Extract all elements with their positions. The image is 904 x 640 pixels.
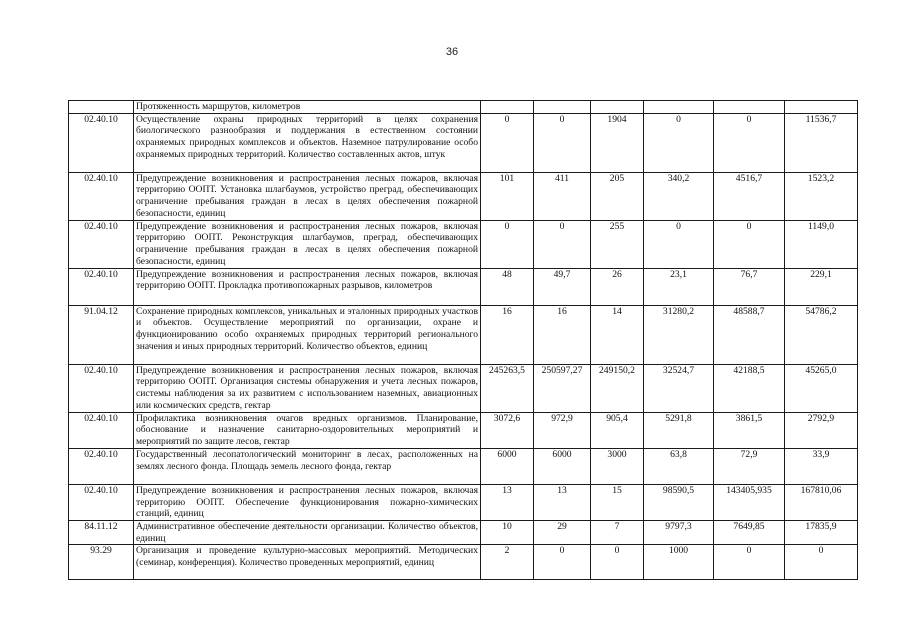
- value-cell: [714, 101, 785, 114]
- activity-code-cell: [69, 101, 134, 114]
- value-cell: 29: [534, 520, 591, 544]
- value-cell: 6000: [481, 448, 534, 484]
- activity-code-cell: 02.40.10: [69, 484, 134, 520]
- value-cell: 2792,9: [785, 412, 858, 448]
- value-cell: 13: [481, 484, 534, 520]
- value-cell: [591, 101, 644, 114]
- table-row: [69, 545, 858, 580]
- value-cell: 229,1: [785, 268, 858, 305]
- value-cell: 7649,85: [714, 520, 785, 544]
- value-cell: 101: [481, 172, 534, 220]
- value-cell: 0: [714, 113, 785, 172]
- budget-table: [68, 100, 858, 580]
- value-cell: [481, 101, 534, 114]
- description-cell: Предупреждение возникновения и распространения лесных пожаров, включая территорию ООПТ. Обеспечение функционирования пожарно-химических станций, единиц: [134, 484, 481, 520]
- value-cell: 3000: [591, 448, 644, 484]
- value-cell: 49,7: [534, 268, 591, 305]
- value-cell: 0: [644, 220, 714, 268]
- value-cell: 905,4: [591, 412, 644, 448]
- value-cell: 11536,7: [785, 113, 858, 172]
- value-cell: 72,9: [714, 448, 785, 484]
- value-cell: 0: [785, 545, 858, 580]
- value-cell: 15: [591, 484, 644, 520]
- value-cell: 76,7: [714, 268, 785, 305]
- value-cell: 33,9: [785, 448, 858, 484]
- value-cell: [534, 101, 591, 114]
- value-cell: [644, 101, 714, 114]
- description-cell: Государственный лесопатологический мониторинг в лесах, расположенных на землях лесного фонда. Площадь земель лесного фонда, гектар: [134, 448, 481, 484]
- value-cell: 63,8: [644, 448, 714, 484]
- description-cell: Протяженность маршрутов, километров: [134, 101, 481, 114]
- table-row: [69, 364, 858, 412]
- value-cell: 17835,9: [785, 520, 858, 544]
- value-cell: 143405,935: [714, 484, 785, 520]
- table-row: [69, 172, 858, 220]
- value-cell: 13: [534, 484, 591, 520]
- activity-code-cell: 02.40.10: [69, 113, 134, 172]
- activity-code-cell: 91.04.12: [69, 305, 134, 364]
- value-cell: 14: [591, 305, 644, 364]
- activity-code-cell: 02.40.10: [69, 364, 134, 412]
- value-cell: 3861,5: [714, 412, 785, 448]
- value-cell: 340,2: [644, 172, 714, 220]
- value-cell: 0: [534, 113, 591, 172]
- value-cell: 32524,7: [644, 364, 714, 412]
- value-cell: 0: [481, 113, 534, 172]
- value-cell: 16: [481, 305, 534, 364]
- table-row: [69, 484, 858, 520]
- value-cell: 23,1: [644, 268, 714, 305]
- value-cell: 48588,7: [714, 305, 785, 364]
- table-body: [69, 101, 858, 580]
- value-cell: 0: [644, 113, 714, 172]
- value-cell: 4516,7: [714, 172, 785, 220]
- value-cell: 9797,3: [644, 520, 714, 544]
- value-cell: 54786,2: [785, 305, 858, 364]
- value-cell: 249150,2: [591, 364, 644, 412]
- value-cell: 0: [534, 545, 591, 580]
- value-cell: 1000: [644, 545, 714, 580]
- activity-code-cell: 02.40.10: [69, 268, 134, 305]
- activity-code-cell: 02.40.10: [69, 448, 134, 484]
- value-cell: 6000: [534, 448, 591, 484]
- table-row: [69, 305, 858, 364]
- value-cell: 7: [591, 520, 644, 544]
- table-row: [69, 520, 858, 544]
- table-row: [69, 412, 858, 448]
- description-cell: Предупреждение возникновения и распространения лесных пожаров, включая территорию ООПТ. Прокладка противопожарных разрывов, километров: [134, 268, 481, 305]
- value-cell: 255: [591, 220, 644, 268]
- description-cell: Предупреждение возникновения и распространения лесных пожаров, включая территорию ООПТ. Организация системы обнаружения и учета лесных пожаров, системы наблюдения за их развитием с использованием наземных, авиационных или космических средств, гектар: [134, 364, 481, 412]
- activity-code-cell: 02.40.10: [69, 412, 134, 448]
- value-cell: 167810,06: [785, 484, 858, 520]
- value-cell: 2: [481, 545, 534, 580]
- table-row: [69, 220, 858, 268]
- value-cell: 245263,5: [481, 364, 534, 412]
- activity-code-cell: 02.40.10: [69, 172, 134, 220]
- activity-code-cell: 02.40.10: [69, 220, 134, 268]
- description-cell: Сохранение природных комплексов, уникальных и эталонных природных участков и объектов. Осуществление мероприятий по организации, охране и функционированию особо охраняемых природных территорий регионального значения и иных природных территорий. Количество объектов, единиц: [134, 305, 481, 364]
- table-row: [69, 268, 858, 305]
- table-row: [69, 113, 858, 172]
- value-cell: 26: [591, 268, 644, 305]
- value-cell: 5291,8: [644, 412, 714, 448]
- table-row: [69, 101, 858, 114]
- value-cell: 0: [481, 220, 534, 268]
- value-cell: 0: [714, 220, 785, 268]
- value-cell: 0: [714, 545, 785, 580]
- value-cell: 972,9: [534, 412, 591, 448]
- activity-code-cell: 93.29: [69, 545, 134, 580]
- page-number: 36: [445, 46, 459, 58]
- value-cell: 0: [534, 220, 591, 268]
- value-cell: 3072,6: [481, 412, 534, 448]
- value-cell: 1904: [591, 113, 644, 172]
- value-cell: 10: [481, 520, 534, 544]
- value-cell: 31280,2: [644, 305, 714, 364]
- description-cell: Административное обеспечение деятельности организации. Количество объектов, единиц: [134, 520, 481, 544]
- activity-code-cell: 84.11.12: [69, 520, 134, 544]
- description-cell: Профилактика возникновения очагов вредных организмов. Планирование, обоснование и назначение санитарно-оздоровительных мероприятий и мероприятий по защите лесов, гектар: [134, 412, 481, 448]
- value-cell: 45265,0: [785, 364, 858, 412]
- description-cell: Предупреждение возникновения и распространения лесных пожаров, включая территорию ООПТ. Установка шлагбаумов, устройство преград, обеспечивающих ограничение пребывания граждан в лесах в целях обеспечения пожарной безопасности, единиц: [134, 172, 481, 220]
- value-cell: 42188,5: [714, 364, 785, 412]
- description-cell: Предупреждение возникновения и распространения лесных пожаров, включая территорию ООПТ. Реконструкция шлагбаумов, преград, обеспечивающих ограничение пребывания граждан в лесах в целях обеспечения пожарной безопасности, единиц: [134, 220, 481, 268]
- value-cell: 1149,0: [785, 220, 858, 268]
- value-cell: [785, 101, 858, 114]
- value-cell: 250597,27: [534, 364, 591, 412]
- value-cell: 411: [534, 172, 591, 220]
- table-row: [69, 448, 858, 484]
- value-cell: 1523,2: [785, 172, 858, 220]
- value-cell: 205: [591, 172, 644, 220]
- value-cell: 48: [481, 268, 534, 305]
- value-cell: 16: [534, 305, 591, 364]
- description-cell: Осуществление охраны природных территорий в целях сохранения биологического разнообразия и поддержания в естественном состоянии охраняемых природных комплексов и объектов. Наземное патрулирование особо охраняемых природных территорий. Количество составленных актов, штук: [134, 113, 481, 172]
- value-cell: 98590,5: [644, 484, 714, 520]
- value-cell: 0: [591, 545, 644, 580]
- description-cell: Организация и проведение культурно-массовых мероприятий. Методических (семинар, конференция). Количество проведенных мероприятий, единиц: [134, 545, 481, 580]
